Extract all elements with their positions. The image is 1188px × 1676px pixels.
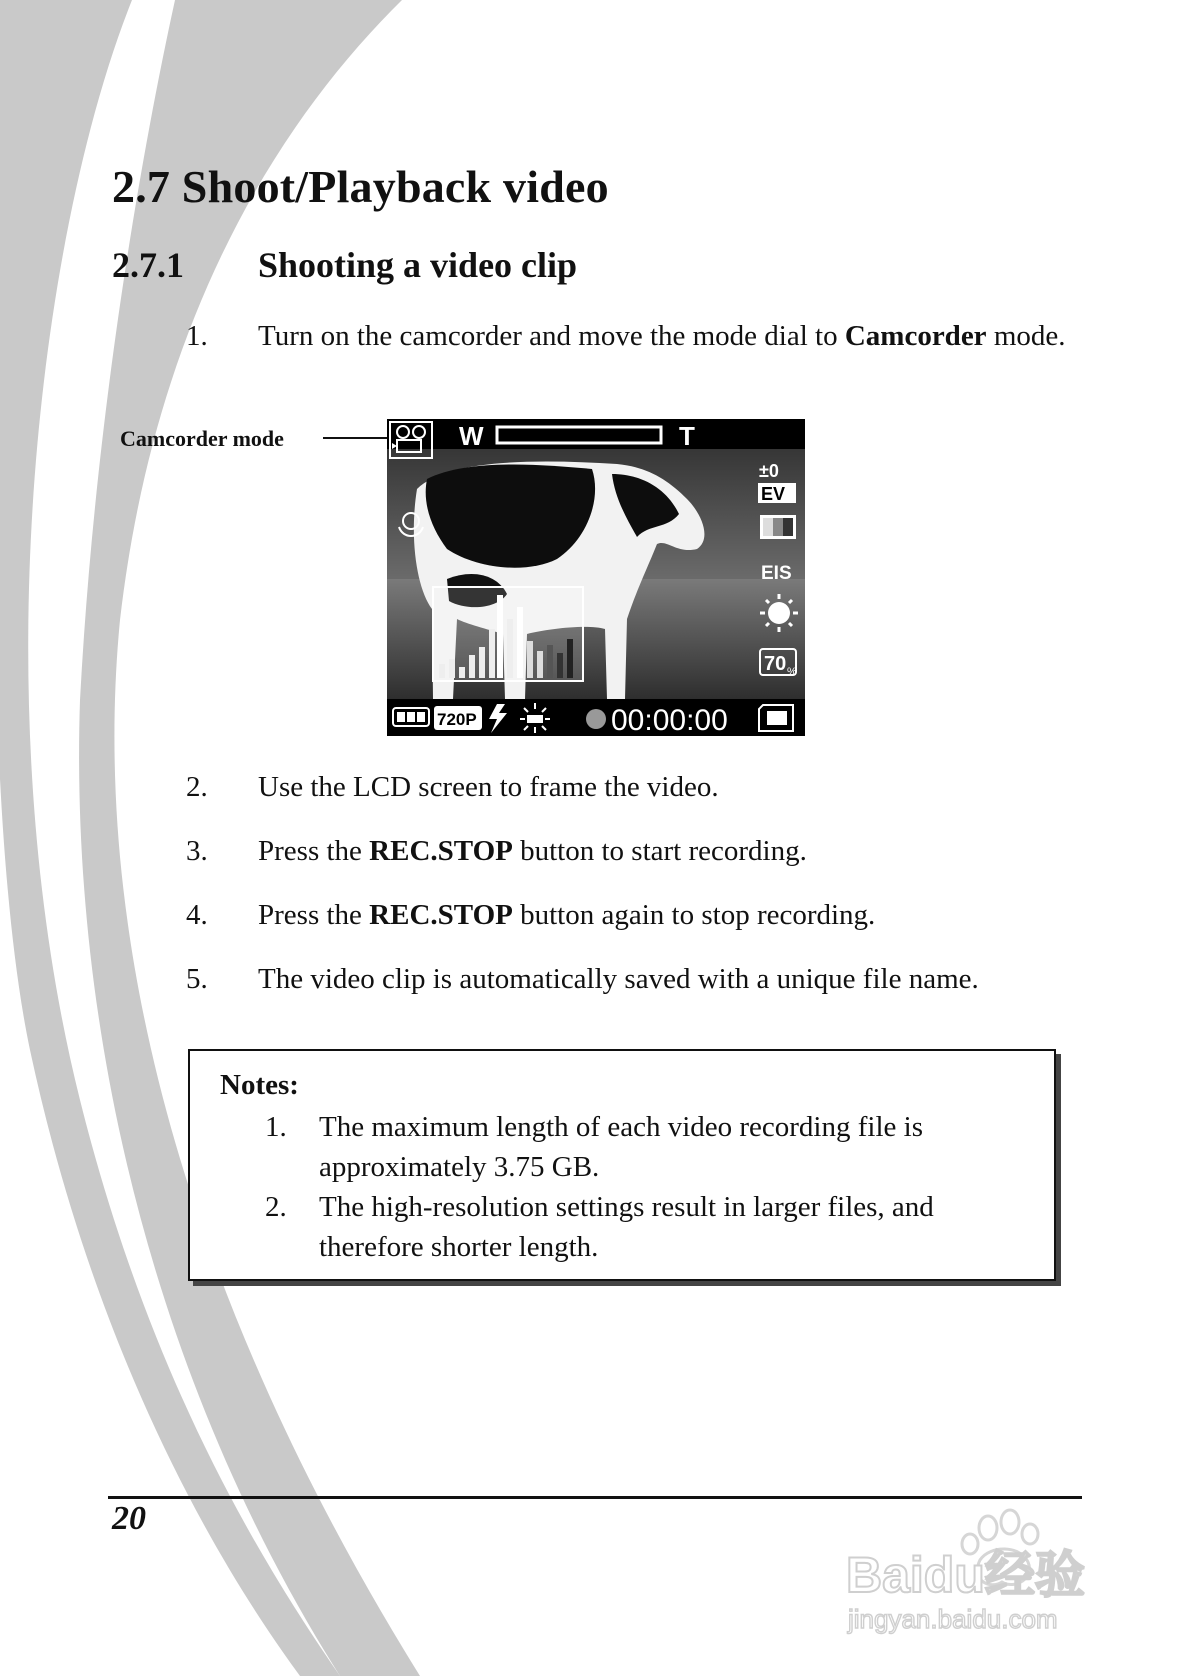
watermark-brand: Baidu经验 <box>846 1547 1085 1603</box>
zoom-wide-label: W <box>459 421 484 451</box>
footer-rule <box>108 1496 1082 1499</box>
step-number: 1. <box>186 320 208 352</box>
watermark-url: jingyan.baidu.com <box>848 1604 1058 1634</box>
note-number: 2. <box>265 1191 287 1223</box>
color-mode-icon <box>760 515 796 539</box>
resolution-label: 720P <box>437 710 477 729</box>
step-1 <box>0 316 1188 396</box>
note-text: The maximum length of each video recording file is approximately 3.75 GB. <box>319 1111 923 1183</box>
section-heading: 2.7 Shoot/Playback video <box>112 161 609 212</box>
step-number: 5. <box>186 963 208 995</box>
quality-value: 70 <box>764 653 787 675</box>
note-text: The high-resolution settings result in larger files, and therefore shorter length. <box>319 1191 934 1263</box>
figure-callout-label: Camcorder mode <box>120 426 284 451</box>
eis-icon: EIS <box>761 563 792 584</box>
step-text: Use the LCD screen to frame the video. <box>258 771 719 803</box>
step-number: 4. <box>186 899 208 931</box>
step-number: 2. <box>186 771 208 803</box>
step-text: Press the REC.STOP button to start recording. <box>258 835 807 867</box>
note-number: 1. <box>265 1111 287 1143</box>
notes-title: Notes: <box>220 1069 299 1101</box>
page-number: 20 <box>112 1500 146 1537</box>
record-indicator-icon <box>586 709 606 729</box>
step-text: The video clip is automatically saved with a unique file name. <box>258 963 979 995</box>
notes-box <box>188 1049 1056 1281</box>
histogram <box>433 587 583 681</box>
camcorder-lcd-screenshot <box>387 419 805 736</box>
step-3 <box>0 831 1188 871</box>
subsection-title: Shooting a video clip <box>258 245 578 285</box>
step-text: Turn on the camcorder and move the mode dial to Camcorder mode. <box>258 320 1066 352</box>
step-text: Press the REC.STOP button again to stop recording. <box>258 899 876 931</box>
ev-value: ±0 <box>759 461 779 481</box>
subsection-number: 2.7.1 <box>112 245 184 285</box>
step-number: 3. <box>186 835 208 867</box>
step-2 <box>0 767 1188 807</box>
callout-leader-line <box>323 437 391 439</box>
quality-unit: % <box>787 666 797 678</box>
record-timer: 00:00:00 <box>611 704 728 736</box>
ev-label: EV <box>761 484 786 504</box>
step-5 <box>0 959 1188 1039</box>
zoom-tele-label: T <box>679 421 695 451</box>
baidu-watermark-logo <box>840 1500 1120 1640</box>
step-4 <box>0 895 1188 935</box>
